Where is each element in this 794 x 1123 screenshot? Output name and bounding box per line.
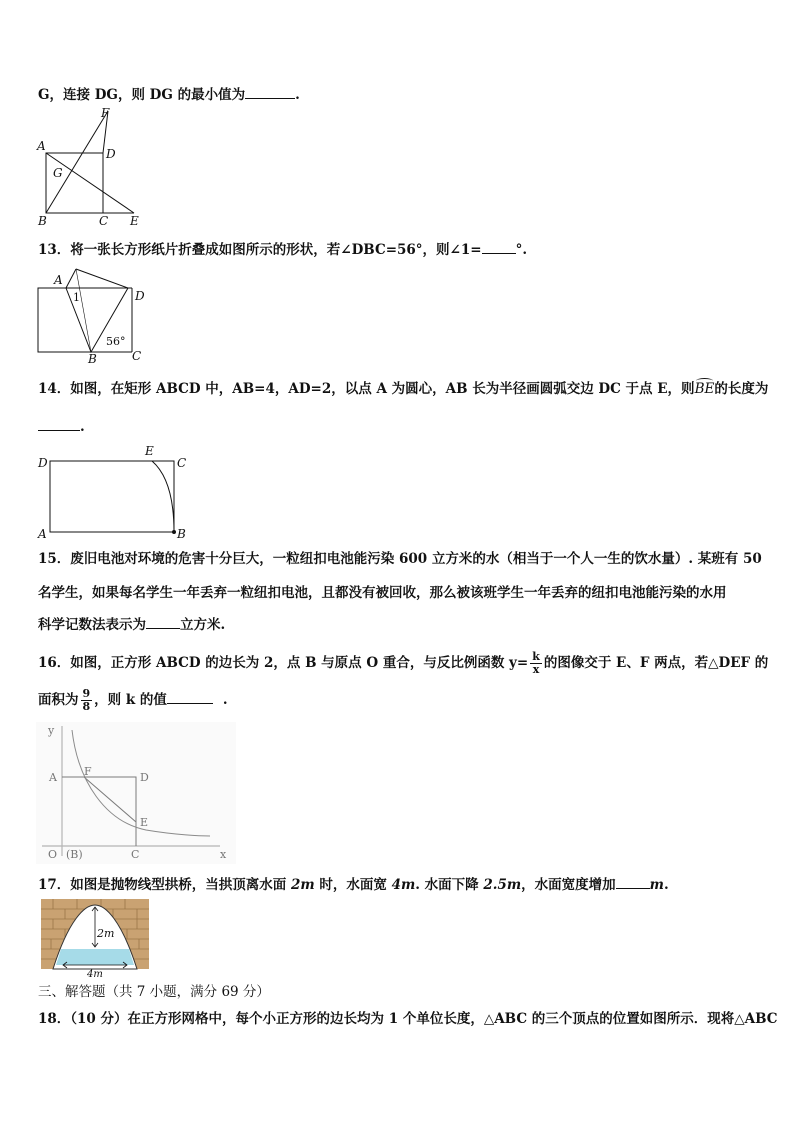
- label-d: D: [106, 147, 116, 161]
- q15-line3-end: 立方米.: [180, 617, 226, 633]
- fold-diagonal: [76, 269, 91, 352]
- fraction-den-8: 8: [82, 700, 91, 713]
- label-a: A: [54, 273, 63, 287]
- q17-value-2m: 2m: [291, 877, 315, 893]
- label-b: B: [38, 214, 47, 228]
- q17-value-2-5m: 2.5m: [483, 877, 522, 893]
- fraction-den-x: x: [532, 663, 540, 676]
- water: [56, 949, 134, 965]
- q15-line1: 15．废旧电池对环境的危害十分巨大，一粒纽扣电池能污染 600 立方米的水（相当于一个人一生的饮水量）. 某班有 50: [38, 551, 762, 567]
- label-width: 4m: [87, 969, 103, 979]
- q17-end: .: [663, 877, 669, 893]
- label-angle-56: 56°: [106, 335, 126, 348]
- q16-line2: [38, 685, 228, 715]
- q17-part-d: ，水面宽度增加: [521, 877, 616, 893]
- figure-14-rectangle-arc: [34, 440, 194, 544]
- q18-text: 18．（10 分）在正方形网格中，每个小正方形的边长均为 1 个单位长度，△ABC 的三个顶点的位置如图所示．现将△ABC: [38, 1011, 778, 1027]
- section-3-heading: 三、解答题（共 7 小题，满分 69 分）: [38, 984, 270, 1000]
- q13-text: [38, 239, 527, 259]
- q14-answer-line: [38, 416, 85, 436]
- figure-17-arch-bridge: [41, 899, 149, 979]
- label-height: 2m: [97, 927, 115, 940]
- figure-16-graph: [36, 722, 236, 864]
- q17-unit-m: m: [649, 877, 664, 893]
- answer-blank-17[interactable]: [616, 874, 650, 889]
- answer-blank-15[interactable]: [146, 614, 180, 629]
- label-o: O: [48, 848, 58, 861]
- label-d: D: [135, 289, 145, 303]
- q16-text-tail: 的图像交于 E、F 两点，若△DEF 的: [543, 655, 769, 671]
- label-a: A: [37, 139, 46, 153]
- q14-text: [38, 380, 768, 398]
- arc-be: [152, 461, 174, 532]
- q13-text-main: 13．将一张长方形纸片折叠成如图所示的形状，若∠DBC=56°，则∠1=: [38, 242, 482, 258]
- q17-part-b: 时，水面宽: [314, 877, 392, 893]
- q14-text-tail: 的长度为: [714, 381, 769, 397]
- label-c: C: [177, 456, 187, 470]
- q17-value-4m: 4m: [391, 877, 416, 893]
- label-e: E: [140, 816, 149, 829]
- label-c: C: [99, 214, 109, 228]
- label-angle-1: 1: [73, 291, 80, 304]
- fold-line-a: [66, 269, 76, 288]
- label-e: E: [130, 214, 139, 228]
- label-a: A: [49, 771, 57, 784]
- q16-text-main: 16．如图，正方形 ABCD 的边长为 2，点 B 与原点 O 重合，与反比例函数 y=: [38, 655, 529, 671]
- label-b: (B): [66, 848, 83, 861]
- q16-end: .: [222, 692, 228, 708]
- label-d: D: [38, 456, 48, 470]
- answer-blank-14[interactable]: [38, 416, 80, 431]
- q17-text: [38, 874, 669, 894]
- fraction-num-k: k: [532, 650, 540, 663]
- answer-blank-16[interactable]: [167, 689, 213, 704]
- label-c: C: [132, 349, 142, 363]
- fraction-num-9: 9: [82, 687, 91, 700]
- q12-end: .: [295, 87, 300, 103]
- label-f: F: [84, 765, 92, 778]
- label-e: E: [145, 444, 154, 458]
- square-abcd: [46, 153, 103, 213]
- fraction-k-over-x: [530, 651, 542, 676]
- point-b: [172, 530, 176, 534]
- label-b: B: [177, 527, 186, 541]
- figure-12-square: [36, 106, 146, 228]
- line-bf: [46, 111, 108, 213]
- fold-top: [76, 269, 128, 288]
- fraction-9-over-8: [81, 688, 93, 713]
- q16-line1: [38, 648, 768, 678]
- label-f: F: [101, 106, 110, 120]
- q12-text-main: G，连接 DG，则 DG 的最小值为: [38, 87, 246, 103]
- label-d: D: [140, 771, 149, 784]
- label-c: C: [131, 848, 140, 861]
- q15-line3-text: 科学记数法表示为: [38, 617, 146, 633]
- label-a: A: [38, 527, 47, 541]
- q16-line2-mid: ，则 k 的值: [94, 692, 167, 708]
- q16-line2-text: 面积为: [38, 692, 79, 708]
- q14-end: .: [80, 419, 85, 435]
- q12-text: [38, 84, 300, 104]
- figure-13-folded-paper: [36, 263, 156, 365]
- arc-be-symbol: BE: [694, 381, 715, 397]
- q14-text-main: 14．如图，在矩形 ABCD 中，AB=4，AD=2，以点 A 为圆心，AB 长为半径画圆弧交边 DC 于点 E，则: [38, 381, 695, 397]
- line-ae: [46, 153, 134, 213]
- answer-blank-13[interactable]: [482, 239, 516, 254]
- answer-blank-12[interactable]: [245, 84, 295, 99]
- q17-part-a: 17．如图是抛物线型拱桥，当拱顶离水面: [38, 877, 291, 893]
- q15-line2: 名学生，如果每名学生一年丢弃一粒纽扣电池，且都没有被回收，那么被该班学生一年丢弃的纽扣电池能污染的水用: [38, 585, 727, 601]
- q15-line3: [38, 614, 225, 634]
- label-x: x: [220, 848, 227, 861]
- rect-abcd: [50, 461, 174, 532]
- label-g: G: [53, 166, 63, 180]
- q17-part-c: . 水面下降: [415, 877, 484, 893]
- q13-end: °.: [515, 242, 528, 258]
- label-b: B: [88, 352, 97, 365]
- label-y: y: [48, 724, 55, 737]
